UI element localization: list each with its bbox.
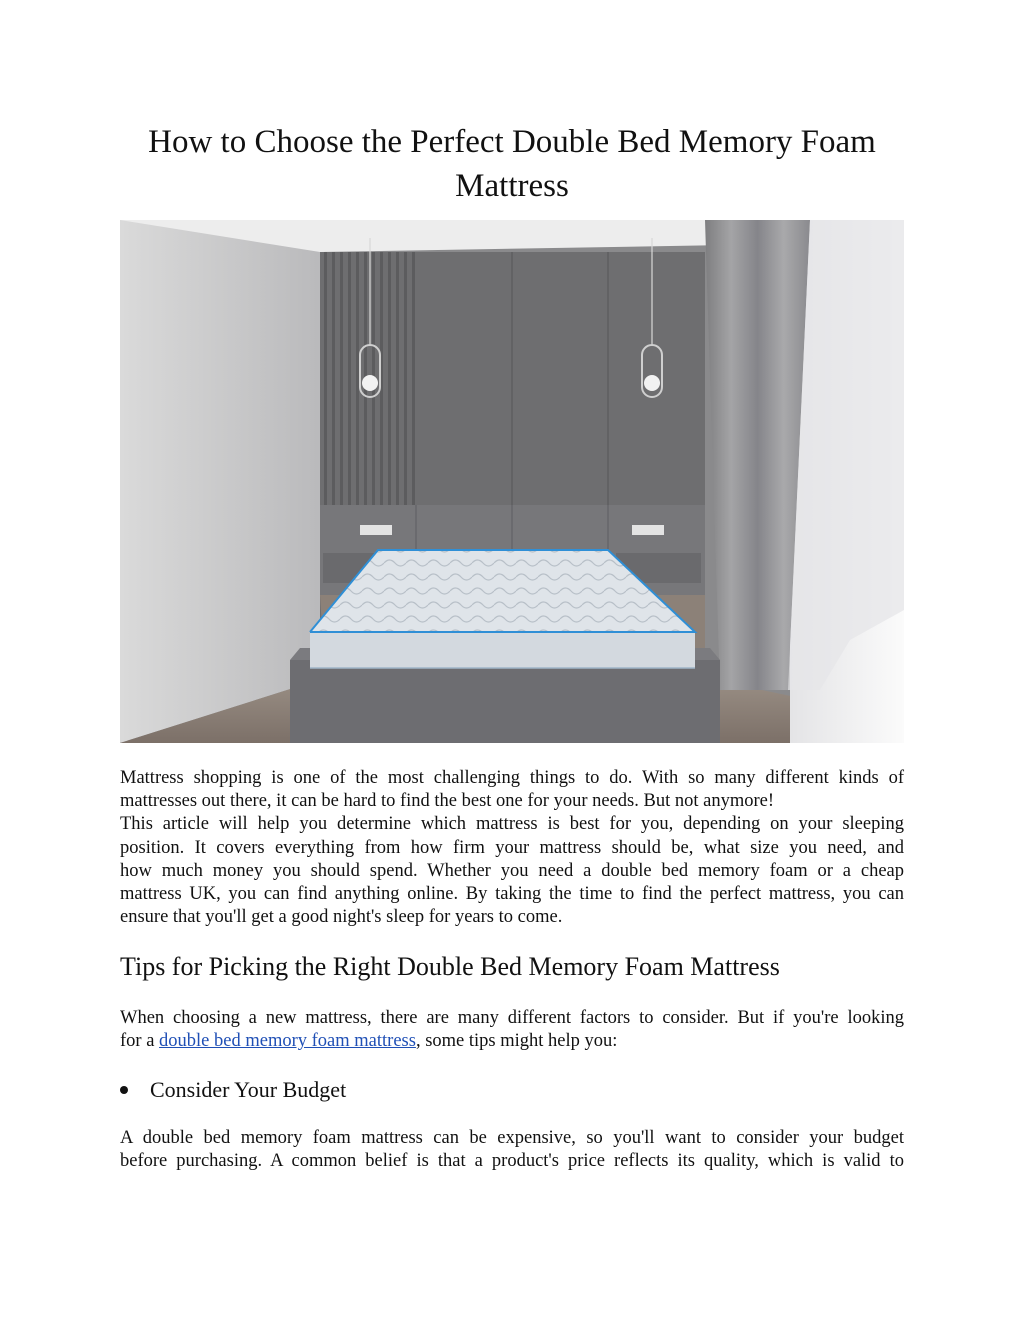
tips-intro-line-1: When choosing a new mattress, there are many different factors to consider. But if you're looking [120, 1008, 904, 1028]
article-title [120, 120, 904, 208]
intro-line-5: how much money you should spend. Whether you need a double bed memory foam or a cheap [120, 860, 904, 881]
bullet-label: Consider Your Budget [150, 1077, 347, 1102]
intro-line-6: mattress UK, you can find anything online. By taking the time to find the perfect mattress, you can [120, 884, 904, 905]
budget-paragraph [120, 1127, 904, 1173]
intro-line-7: ensure that you'll get a good night's sleep for years to come. [120, 907, 563, 928]
bullet-icon [120, 1086, 128, 1094]
tips-intro-prefix: for a [120, 1031, 160, 1052]
intro-line-4: position. It covers everything from how firm your mattress should be, what size you need, and [120, 837, 904, 858]
tips-intro-suffix: , some tips might help you: [415, 1031, 618, 1052]
title-line-2: Mattress [455, 168, 569, 204]
budget-line-1: A double bed memory foam mattress can be expensive, so you'll want to consider your budget [120, 1128, 904, 1148]
bedroom-photo [120, 220, 904, 743]
tips-intro-line-2 [120, 1030, 904, 1053]
double-bed-memory-foam-link[interactable]: double bed memory foam mattress [159, 1031, 416, 1052]
tips-intro-paragraph [120, 1007, 904, 1053]
title-line-1: How to Choose the Perfect Double Bed Memory Foam [148, 124, 876, 160]
intro-paragraph [120, 767, 904, 929]
intro-line-1: Mattress shopping is one of the most challenging things to do. With so many different kinds of [120, 768, 904, 788]
intro-line-2: mattresses out there, it can be hard to find the best one for your needs. But not anymore! [120, 791, 774, 812]
budget-line-2: before purchasing. A common belief is that a product's price reflects its quality, which is valid to [120, 1151, 904, 1172]
intro-line-3: This article will help you determine which mattress is best for you, depending on your sleeping [120, 814, 904, 835]
section-heading: Tips for Picking the Right Double Bed Memory Foam Mattress [120, 952, 780, 981]
